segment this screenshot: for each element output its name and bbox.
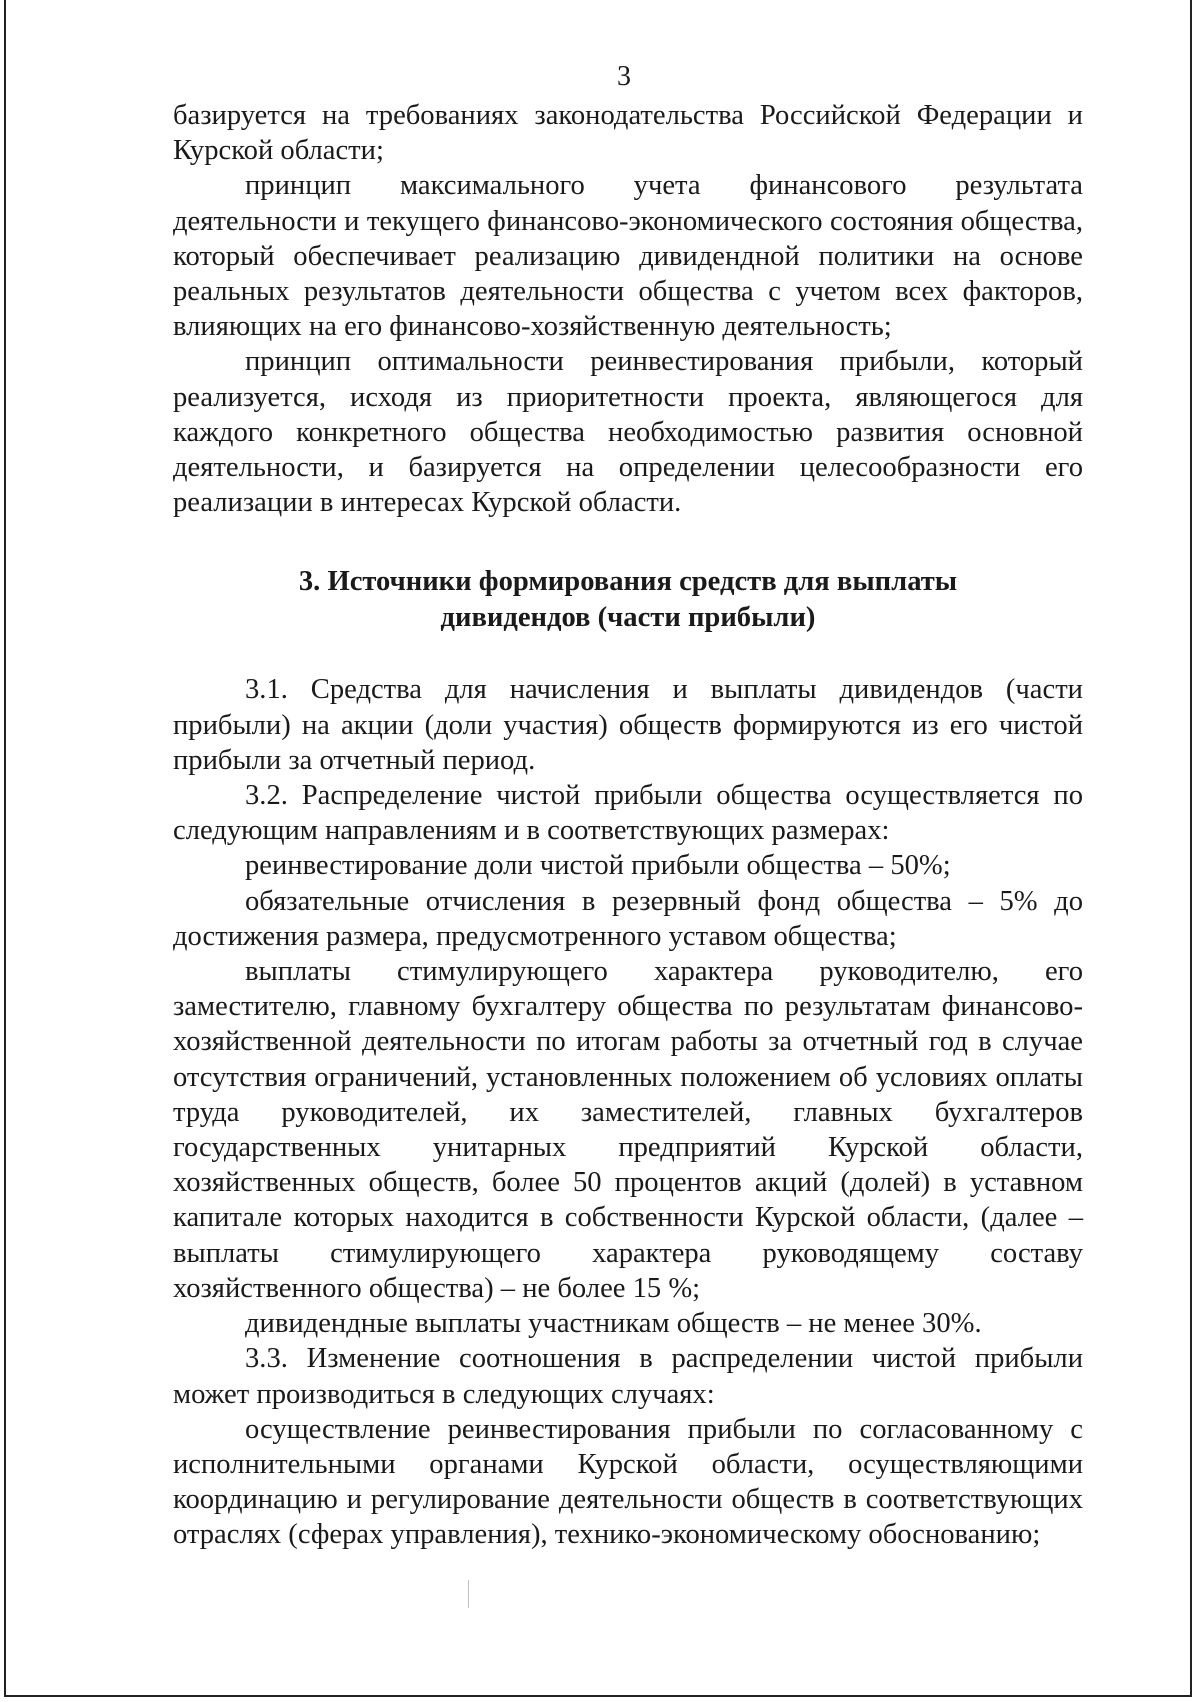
section-heading-line-2: дивидендов (части прибыли) [440,602,816,634]
list-item-reserve-fund: обязательные отчисления в резервный фонд общества – 5% до достижения размера, предусмотренного уставом общества; [173,885,1083,952]
paragraph-principle-financial-result: принцип максимального учета финансового результата деятельности и текущего финансово-экономического состояния общества, который обеспечивает реализацию дивидендной политики на основе реальных результатов деятельности общества с учетом всех факторов, влияющих на его финансово-хозяйственную деятельность; [173,170,1083,343]
list-item-dividend-payments: дивидендные выплаты участникам обществ – не менее 30%. [245,1308,982,1340]
document-body [173,98,1083,1553]
list-item-reinvestment-agreed: осуществление реинвестирования прибыли по согласованному с исполнительными органами Курской области, осуществляющими координацию и регулирование деятельности обществ в соответствующих отраслях (сферах управления), технико-экономическому обоснованию; [173,1413,1083,1551]
list-item-reinvestment: реинвестирование доли чистой прибыли общества – 50%; [245,850,951,882]
paragraph-3-2: 3.2. Распределение чистой прибыли общества осуществляется по следующим направлениям и в соответствующих размерах: [173,780,1083,847]
list-item-incentive-payments: выплаты стимулирующего характера руководителю, его заместителю, главному бухгалтеру общества по результатам финансово-хозяйственной деятельности по итогам работы за отчетный год в случае отсутствия ограничений, установленных положением об условиях оплаты труда руководителей, их заместителей, главных бухгалтеров государственных унитарных предприятий Курской области, хозяйственных обществ, более 50 процентов акций (долей) в уставном капитале которых находится в собственности Курской области, (далее – выплаты стимулирующего характера руководящему составу хозяйственного общества) – не более 15 %; [173,956,1083,1304]
section-heading [173,564,1083,636]
section-heading-line-1: 3. Источники формирования средств для выплаты [298,566,958,598]
paragraph-principle-reinvestment: принцип оптимальности реинвестирования прибыли, который реализуется, исходя из приоритетности проекта, являющегося для каждого конкретного общества необходимостью развития основной деятельности, и базируется на определении целесообразности его реализации в интересах Курской области. [173,346,1083,519]
page-number: 3 [617,61,631,92]
paragraph-3-3: 3.3. Изменение соотношения в распределении чистой прибыли может производиться в следующих случаях: [173,1343,1083,1410]
paragraph-3-1: 3.1. Средства для начисления и выплаты дивидендов (части прибыли) на акции (доли участия) обществ формируются из его чистой прибыли за отчетный период. [173,674,1083,776]
scan-artifact-mark [468,1580,469,1608]
paragraph-continuation: базируется на требованиях законодательства Российской Федерации и Курской области; [173,100,1083,167]
